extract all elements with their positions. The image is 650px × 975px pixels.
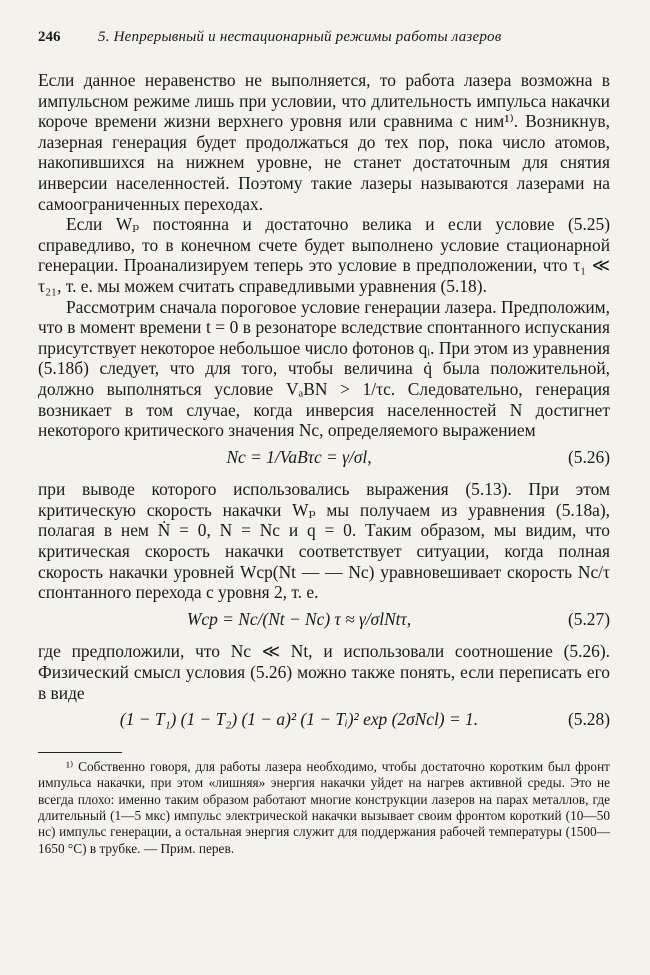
paragraph: при выводе которого использовались выражения (5.13). При этом критическую скорость накачки Wₚ мы получаем из уравнения (5.18а), полагая в нем Ṅ = 0, N = Nc и q = 0. Таким образом, мы видим, что критическая скорость накачки соответствует ситуации, когда полная скорость накачки уровней Wcp(Nt — — Nc) уравновешивает скорость Nc/τ спонтанного перехода с уровня 2, т. е. — [38, 479, 610, 603]
equation-formula: Wcp = Nc/(Nt − Nc) τ ≈ γ/σlNtτ, — [186, 608, 412, 629]
page-header — [38, 26, 610, 48]
equation-5-28 — [38, 709, 610, 730]
paragraph: Рассмотрим сначала пороговое условие генерации лазера. Предположим, что в момент времени t = 0 в резонаторе вследствие спонтанного испускания присутствует некоторое небольшое число фотонов qᵢ. При этом из уравнения (5.18б) следует, что для того, чтобы величина q̇ была положительной, должно выполняться условие VₐBN > 1/τc. Следовательно, генерация возникает в том случае, когда инверсия населенностей N достигнет некоторого критического значения Nc, определяемого выражением — [38, 296, 610, 441]
equation-5-27 — [38, 609, 610, 630]
footnote: ¹⁾ Собственно говоря, для работы лазера необходимо, чтобы достаточно коротким был фронт импульса накачки, при этом «лишняя» энергия накачки уйдет на нагрев активной среды. Это не всегда плохо: именно таким образом работают многие конструкции лазеров на парах металлов, где длительный (1—5 мкс) импульс электрической накачки вызывает своим фронтом короткий (10—50 нс) импульс генерации, а остальная энергия служит для поддержания рабочей температуры (1500—1650 °C) в трубке. — Прим. перев. — [38, 758, 610, 856]
main-text — [38, 70, 610, 857]
equation-formula: Nc = 1/VaBτc = γ/σl, — [226, 446, 372, 467]
paragraph: Если данное неравенство не выполняется, то работа лазера возможна в импульсном режиме лишь при условии, что длительность импульса накачки короче времени жизни верхнего уровня или сравнима с ним¹⁾. Возникнув, лазерная генерация будет продолжаться до тех пор, пока число атомов, накопившихся на нижнем уровне, не станет достаточным для снятия инверсии населенностей. Поэтому такие лазеры называются лазерами на самоограниченных переходах. — [38, 70, 610, 214]
page-number: 246 — [38, 29, 61, 45]
equation-formula: (1 − T₁) (1 − T₂) (1 − a)² (1 − Tᵢ)² exp (2σNcl) = 1. — [119, 709, 479, 730]
equation-number: (5.27) — [567, 608, 610, 629]
equation-number: (5.28) — [567, 709, 610, 730]
footnote-divider — [38, 752, 122, 753]
equation-number: (5.26) — [567, 446, 610, 467]
paragraph: где предположили, что Nc ≪ Nt, и использовали соотношение (5.26). Физический смысл условия (5.26) можно также понять, если переписать его в виде — [38, 641, 610, 703]
equation-5-26 — [38, 447, 610, 468]
paragraph: Если Wₚ постоянна и достаточно велика и если условие (5.25) справедливо, то в конечном счете будет выполнено условие стационарной генерации. Проанализируем теперь это условие в предположении, что τ₁ ≪ τ₂₁, т. е. мы можем считать справедливыми уравнения (5.18). — [38, 214, 610, 296]
running-title: 5. Непрерывный и нестационарный режимы работы лазеров — [98, 29, 502, 45]
